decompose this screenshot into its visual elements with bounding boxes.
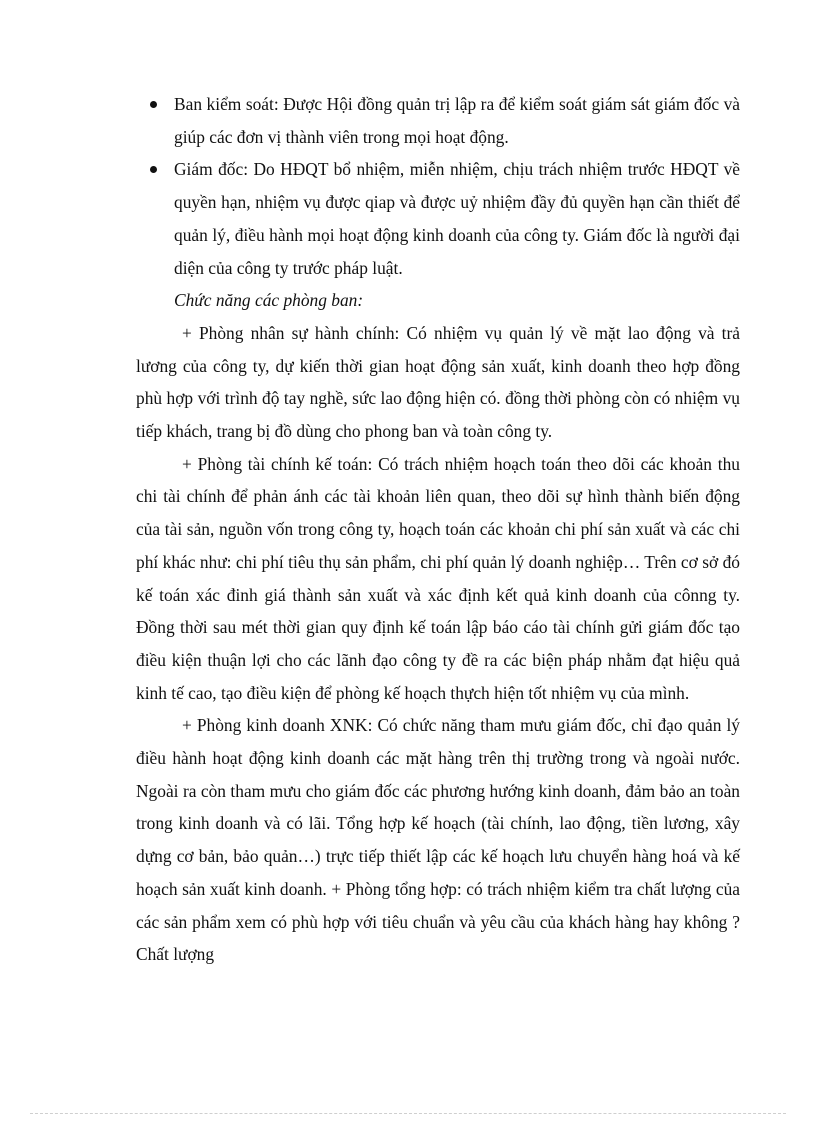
bullet-text: Ban kiểm soát: Được Hội đồng quản trị lập ra để kiểm soát giám sát giám đốc và giúp các đơn vị thành viên trong mọi hoạt động. — [174, 94, 740, 147]
page-bottom-divider — [30, 1113, 786, 1114]
bullet-item-giam-doc — [136, 153, 740, 284]
bullet-item-ban-kiem-soat — [136, 88, 740, 153]
bullet-icon — [150, 166, 157, 173]
bullet-icon — [150, 101, 157, 108]
section-heading: Chức năng các phòng ban: — [174, 290, 364, 311]
paragraph-phong-nhan-su: + Phòng nhân sự hành chính: Có nhiệm vụ quản lý về mặt lao động và trả lương của công ty, dự kiến thời gian hoạt động sản xuất, kinh doanh theo hợp đồng phù hợp với trình độ tay nghề, sức lao động hiện có. đồng thời phòng còn có nhiệm vụ tiếp khách, trang bị đồ dùng cho phong ban và toàn công ty. — [136, 322, 740, 442]
document-body — [136, 88, 740, 971]
bullet-text: Giám đốc: Do HĐQT bổ nhiệm, miễn nhiệm, chịu trách nhiệm trước HĐQT về quyền hạn, nhiệm vụ được qiap và được uỷ nhiệm đầy đủ quyền hạn cần thiết để quản lý, điều hành mọi hoạt động kinh doanh của công ty. Giám đốc là người đại diện của công ty trước pháp luật. — [174, 159, 740, 278]
paragraph-phong-tai-chinh: + Phòng tài chính kế toán: Có trách nhiệm hoạch toán theo dõi các khoản thu chi tài chính để phản ánh các tài khoản liên quan, theo dõi sự hình thành biến động của tài sản, nguồn vốn trong công ty, hoạch toán các khoản chi phí sản xuất và các chi phí khác như: chi phí tiêu thụ sản phẩm, chi phí quản lý doanh nghiệp… Trên cơ sở đó kế toán xác đinh giá thành sản xuất và xác định kết quả kinh doanh của cônng ty. Đồng thời sau mét thời gian quy định kế toán lập báo cáo tài chính gửi giám đốc tạo điều kiện thuận lợi cho các lãnh đạo công ty đề ra các biện pháp nhằm đạt hiệu quả kinh tế cao, tạo điều kiện để phòng kế hoạch thựch hiện tốt nhiệm vụ của mình. — [136, 453, 740, 703]
paragraph-phong-kinh-doanh: + Phòng kinh doanh XNK: Có chức năng tham mưu giám đốc, chỉ đạo quản lý điều hành hoạt động kinh doanh các mặt hàng trên thị trường trong và ngoài nước. Ngoài ra còn tham mưu cho giám đốc các phương hướng kinh doanh, đảm bảo an toàn trong kinh doanh và có lãi. Tổng hợp kế hoạch (tài chính, lao động, tiền lương, xây dựng cơ bản, bảo quản…) trực tiếp thiết lập các kế hoạch lưu chuyển hàng hoá và kế hoạch sản xuất kinh doanh. + Phòng tổng hợp: có trách nhiệm kiểm tra chất lượng của các sản phẩm xem có phù hợp với tiêu chuẩn và yêu cầu của khách hàng hay không ? Chất lượng — [136, 715, 740, 965]
